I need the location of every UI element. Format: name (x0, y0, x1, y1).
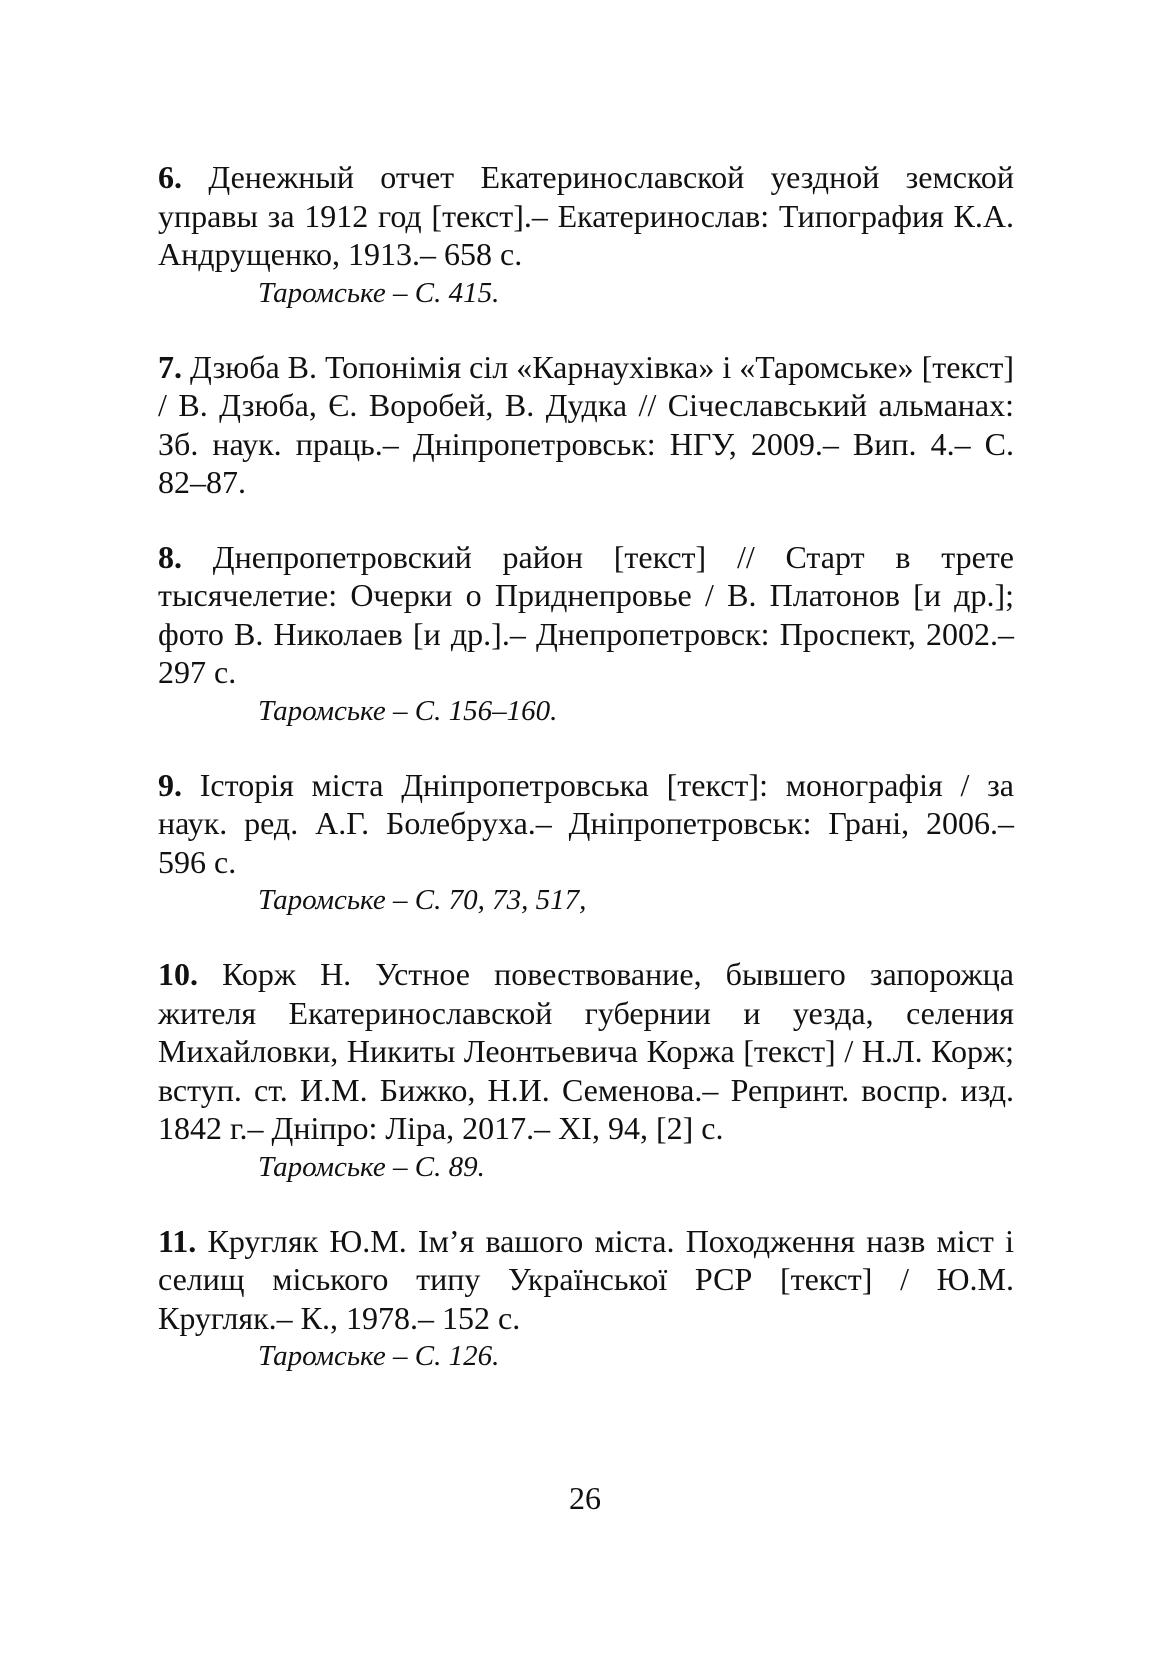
entry-body (158, 538, 1014, 692)
bibliography-list (158, 158, 1014, 1411)
entry-number: 10. (158, 956, 198, 992)
entry-text: Історія міста Дніпропетровська [текст]: монографія / за наук. ред. А.Г. Болебруха.– Дніпропетровськ: Грані, 2006.– 596 с. (158, 766, 1015, 880)
entry-note: Таромське – С. 156–160. (258, 694, 558, 727)
entry-body (158, 348, 1014, 502)
bibliography-entry-10 (158, 955, 1014, 1186)
entry-number: 7. (158, 348, 182, 385)
entry-body (158, 766, 1014, 882)
entry-text: Кругляк Ю.М. Ім’я вашого міста. Походження назв міст і селищ міського типу Української РСР [текст] / Ю.М. Кругляк.– К., 1978.– 152 с. (158, 1222, 1015, 1336)
bibliography-entry-11 (158, 1222, 1014, 1376)
entry-note: Таромське – С. 89. (258, 1150, 485, 1183)
entry-number: 8. (158, 538, 182, 575)
bibliography-entry-8 (158, 538, 1014, 730)
bibliography-entry-6 (158, 158, 1014, 312)
entry-text: Дзюба В. Топонімія сіл «Карнаухівка» і «Таромське» [текст] / В. Дзюба, Є. Воробей, В. Дудка // Січеславський альманах: Зб. наук. праць.– Дніпропетровськ: НГУ, 2009.– Вип. 4.– С. 82–87. (158, 348, 1015, 500)
page-number: 26 (569, 1480, 601, 1516)
entry-number: 6. (158, 159, 182, 195)
entry-body (158, 158, 1014, 274)
entry-text: Корж Н. Устное повествование, бывшего запорожца жителя Екатеринославской губернии и уезда, селения Михайловки, Никиты Леонтьевича Коржа [текст] / Н.Л. Корж; вступ. ст. И.М. Бижко, Н.И. Семенова.– Репринт. воспр. изд. 1842 г.– Дніпро: Ліра, 2017.– XI, 94, [2] с. (158, 956, 1015, 1146)
entry-note: Таромське – С. 126. (258, 1340, 500, 1372)
entry-text: Денежный отчет Екатеринославской уездной земской управы за 1912 год [текст].– Екатеринослав: Типография К.А. Андрущенко, 1913.– 658 с. (158, 159, 1015, 272)
bibliography-entry-7 (158, 348, 1014, 502)
entry-body (158, 955, 1014, 1148)
entry-note: Таромське – С. 415. (258, 276, 500, 309)
entry-number: 9. (158, 766, 182, 803)
entry-body (158, 1222, 1014, 1338)
entry-text: Днепропетровский район [текст] // Старт в трете тысячелетие: Очерки о Приднепровье / В. Платонов [и др.]; фото В. Николаев [и др.].– Днепропетровск: Проспект, 2002.– 297 с. (158, 538, 1015, 690)
entry-number: 11. (158, 1222, 197, 1259)
bibliography-entry-9 (158, 766, 1014, 920)
entry-note: Таромське – С. 70, 73, 517, (258, 884, 587, 916)
